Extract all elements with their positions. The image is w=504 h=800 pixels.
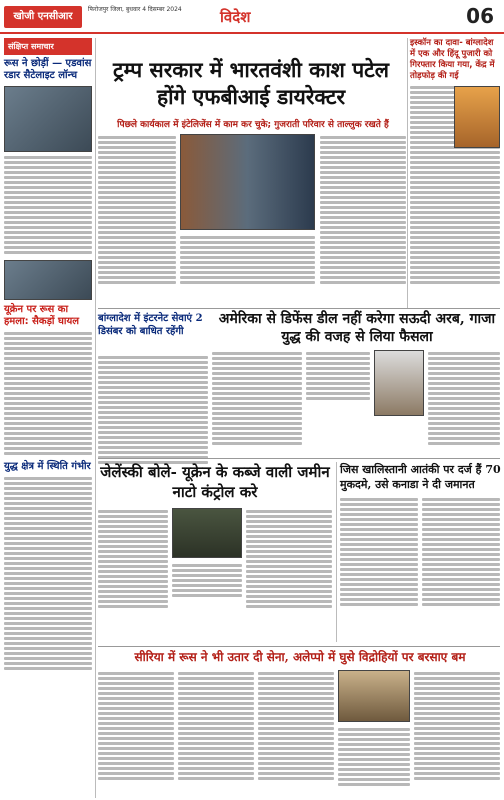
story6-body-4 [414,670,500,786]
left-column [4,38,92,798]
story6-body-5 [338,726,410,792]
left-body-2 [4,332,92,455]
story3-body [212,350,302,451]
masthead [0,0,504,34]
zelensky-photo [172,508,242,558]
story6-body-3 [258,670,334,786]
main-story-body-3 [320,134,406,290]
column-divider-right [407,38,408,308]
story5-body [340,496,418,612]
row-divider-2 [98,458,500,459]
right-column [410,38,500,290]
rocket-photo [4,86,92,152]
war-scene-photo [4,260,92,300]
story5-headline: जिस खालिस्तानी आतंकी पर दर्ज हैं 70 मुकदमे, उसे कनाडा ने दी जमानत [340,463,501,491]
syria-soldiers-photo [338,670,410,722]
column-divider-lower [336,462,337,642]
left-headline-3: युद्ध क्षेत्र में स्थिति गंभीर [4,461,91,472]
story4-body-2 [172,562,242,603]
main-story-body [98,134,176,290]
main-story-body-2 [180,234,315,290]
section-title: विदेश [220,8,251,26]
story4-body [98,508,168,614]
story5-body-2 [422,496,500,612]
story2-body [98,354,208,470]
main-subheadline: पिछले कार्यकाल में इंटेलिजेंस में काम कर चुके; गुजराती परिवार से ताल्लुक रखते हैं [117,120,389,130]
story6-body-2 [178,670,254,786]
story3-body-2 [306,350,370,406]
row-divider-1 [98,308,500,309]
kash-patel-trump-photo [180,134,315,230]
story2-headline: बांग्लादेश में इंटरनेट सेवाएं 2 डिसंबर को बाधित रहेंगी [98,313,203,337]
left-headline-2: यूक्रेन पर रूस का हमला: सैकड़ों घायल [4,304,80,327]
story4-body-3 [246,508,332,614]
story3-headline: अमेरिका से डिफेंस डील नहीं करेगा सऊदी अरब, गाजा युद्ध की वजह से लिया फैसला [218,311,496,345]
story6-headline: सीरिया में रूस ने भी उतार दी सेना, अलेप्पो में घुसे विद्रोहियों पर बरसाए बम [134,650,466,664]
left-body-1 [4,156,92,254]
column-divider-left [95,38,96,798]
newspaper-logo: खोजी एनसीआर [4,6,82,28]
row-divider-3 [98,646,500,647]
brief-news-label: संक्षिप्त समाचार [4,38,92,55]
saudi-leader-photo [374,350,424,416]
story6-body [98,670,174,786]
arrested-priest-photo [454,86,500,148]
right-headline: इस्कॉन का दावा- बांग्लादेश में एक और हिंदू पुजारी को गिरफ्तार किया गया, केंद्र में तोड़फोड़ की गई [410,38,495,81]
main-headline: ट्रम्प सरकार में भारतवंशी काश पटेल होंगे एफबीआई डायरेक्टर [112,57,390,109]
page-number: 06 [466,4,494,28]
story3-body-3 [428,350,500,451]
story4-headline: जेलेंस्की बोले- यूक्रेन के कब्जे वाली जमीन नाटो कंट्रोल करे [100,463,330,501]
date-line: फिरोजपुर जिला, बुधवार 4 दिसम्बर 2024 [88,6,182,13]
left-body-3 [4,477,92,670]
left-headline-1: रूस ने छोड़ीं — एडवांस रडार सैटेलाइट लॉन्च [4,58,92,81]
